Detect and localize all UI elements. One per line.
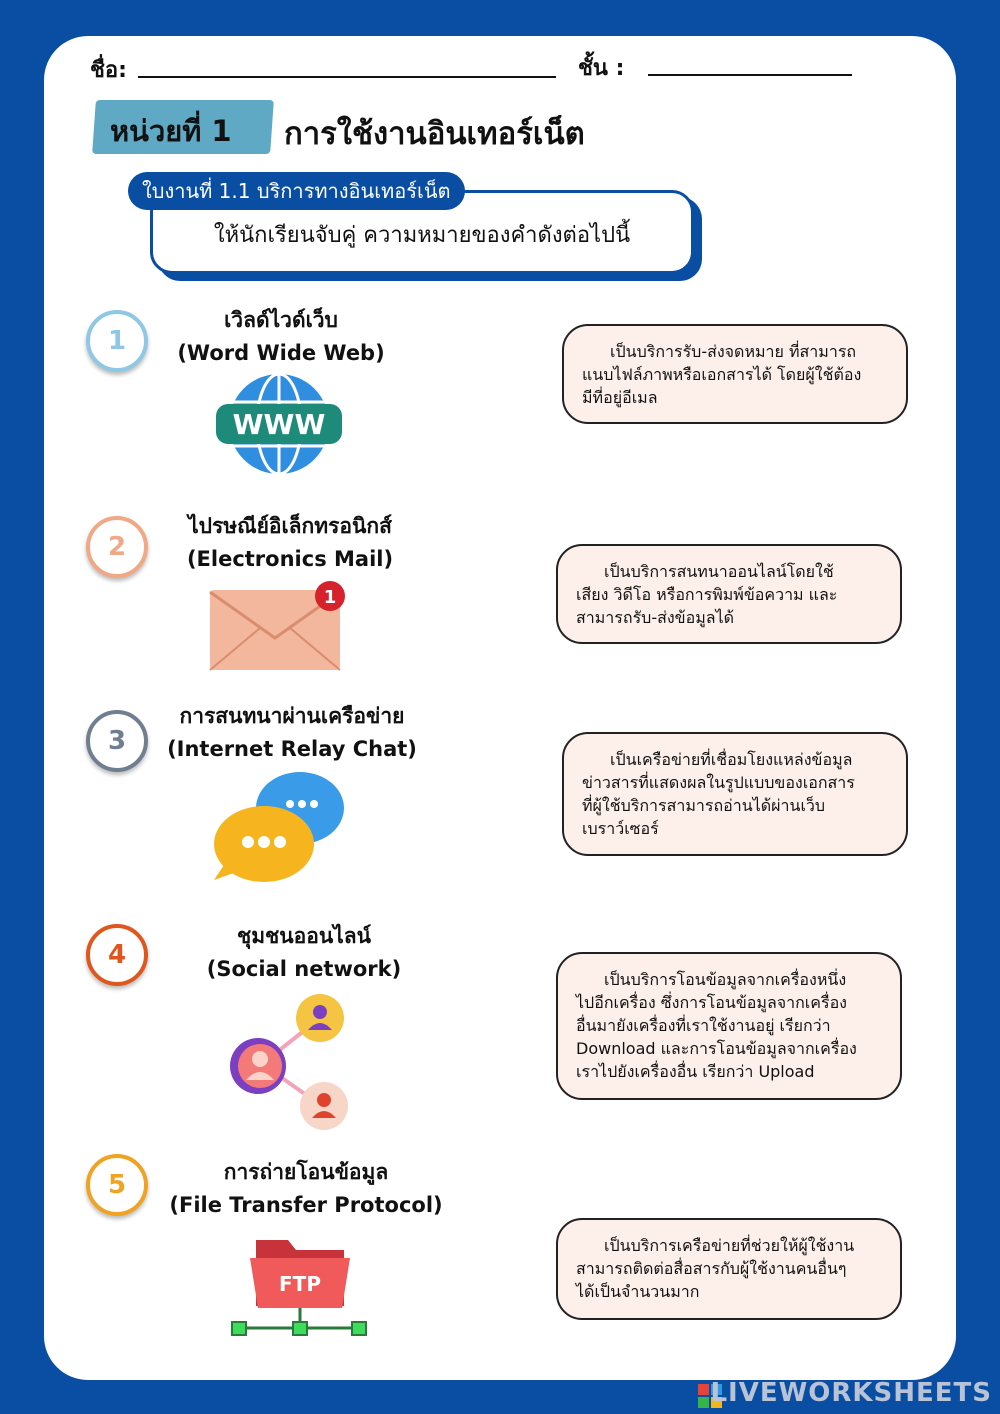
www-text: WWW (232, 408, 326, 441)
item-thai-2: ไปรษณีย์อิเล็กทรอนิกส์ (188, 514, 392, 538)
item-english-4: (Social network) (206, 957, 402, 981)
item-title-1 (156, 304, 406, 370)
item-title-4 (184, 920, 424, 986)
chat-bubbles-icon (212, 768, 348, 886)
definition-box-1[interactable]: เป็นบริการรับ-ส่งจดหมาย ที่สามารถ แนบไฟล์ภาพหรือเอกสารได้ โดยผู้ใช้ต้อง มีที่อยู่อีเมล (562, 324, 908, 424)
worksheet-pill: ใบงานที่ 1.1 บริการทางอินเทอร์เน็ต (128, 172, 465, 210)
notification-count: 1 (323, 587, 337, 608)
item-number-2: 2 (86, 516, 148, 578)
unit-title: การใช้งานอินเทอร์เน็ต (284, 116, 585, 152)
item-title-3 (154, 700, 430, 766)
ftp-text: FTP (279, 1272, 321, 1296)
item-thai-4: ชุมชนออนไลน์ (236, 924, 372, 948)
item-english-3: (Internet Relay Chat) (167, 737, 417, 761)
social-network-icon (226, 992, 352, 1132)
definition-box-4[interactable]: เป็นบริการโอนข้อมูลจากเครื่องหนึ่ง ไปอีกเครื่อง ซึ่งการโอนข้อมูลจากเครื่อง อื่นมายังเครื่องที่เราใช้งานอยู่ เรียกว่า Download และการโอนข้อมูลจากเครื่อง เราไปยังเครื่องอื่น เรียกว่า Upload (556, 952, 902, 1100)
unit-tag: หน่วยที่ 1 (110, 114, 232, 148)
item-english-1: (Word Wide Web) (177, 341, 385, 365)
ftp-folder-icon (228, 1236, 368, 1340)
definition-box-2[interactable]: เป็นบริการสนทนาออนไลน์โดยใช้ เสียง วิดีโอ หรือการพิมพ์ข้อความ และ สามารถรับ-ส่งข้อมูลได้ (556, 544, 902, 644)
class-line[interactable] (648, 74, 852, 76)
watermark: LIVEWORKSHEETS (710, 1378, 992, 1408)
definition-box-5[interactable]: เป็นบริการเครือข่ายที่ช่วยให้ผู้ใช้งาน สามารถติดต่อสื่อสารกับผู้ใช้งานคนอื่นๆ ได้เป็นจำนวนมาก (556, 1218, 902, 1320)
name-label: ชื่อ: (90, 58, 127, 83)
item-title-2 (144, 510, 436, 576)
item-thai-1: เวิลด์ไวด์เว็บ (224, 308, 338, 332)
item-english-2: (Electronics Mail) (186, 547, 394, 571)
item-english-5: (File Transfer Protocol) (169, 1193, 443, 1217)
item-thai-3: การสนทนาผ่านเครือข่าย (179, 704, 405, 728)
class-label: ชั้น : (578, 56, 625, 81)
definition-box-3[interactable]: เป็นเครือข่ายที่เชื่อมโยงแหล่งข้อมูล ข่าวสารที่แสดงผลในรูปแบบของเอกสาร ที่ผู้ใช้บริการสามารถอ่านได้ผ่านเว็บ เบราว์เซอร์ (562, 732, 908, 856)
item-number-1: 1 (86, 310, 148, 372)
item-title-5 (156, 1156, 456, 1222)
item-number-3: 3 (86, 710, 148, 772)
envelope-icon (208, 580, 354, 672)
instruction-text: ให้นักเรียนจับคู่ ความหมายของคำดังต่อไปนี้ (213, 223, 631, 248)
worksheet-page (44, 36, 956, 1380)
item-number-5: 5 (86, 1154, 148, 1216)
item-thai-5: การถ่ายโอนข้อมูล (223, 1160, 389, 1184)
item-number-4: 4 (86, 924, 148, 986)
www-globe-icon (214, 372, 344, 476)
name-line[interactable] (138, 76, 556, 78)
